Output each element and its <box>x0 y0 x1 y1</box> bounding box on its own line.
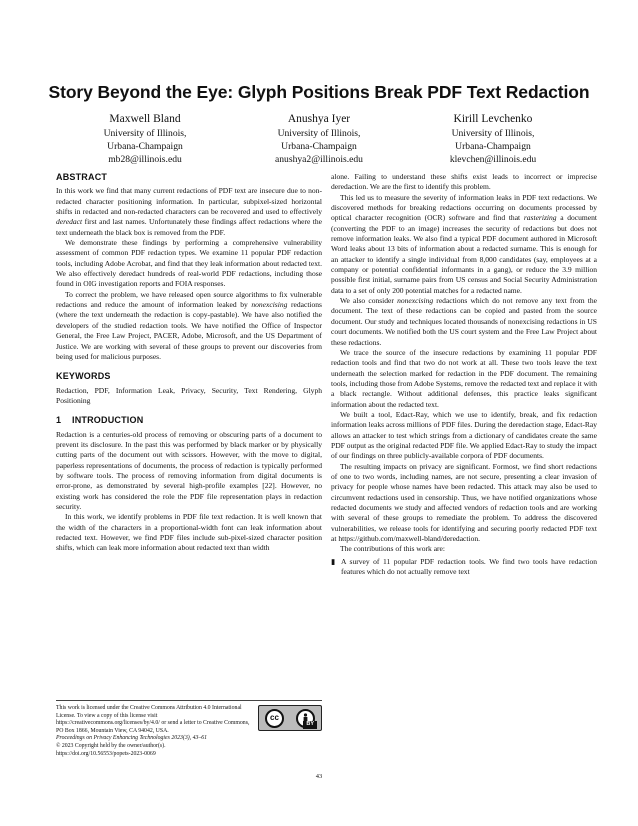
abstract-heading: ABSTRACT <box>56 172 108 182</box>
body-paragraph: alone. Failing to understand these shifts exist leads to incorrect or imprecise deredaction. We are the first to identify this problem. <box>331 172 597 192</box>
author-email: klevchen@illinois.edu <box>449 154 537 166</box>
body-paragraph: We also consider nonexcising redactions which do not remove any text from the document. The text of these redactions can be copied and pasted from the source document. Our study and techniques located thousands of nonexcising redactions in US court documents. We notified both the US court system and the Free Law Project about these redactions. <box>331 296 597 347</box>
cc-icon: cc <box>265 709 284 728</box>
abstract-paragraph: We demonstrate these findings by performing a comprehensive vulnerability assessment of common PDF redaction types. We examine 11 popular PDF redaction tools, including Adobe Acrobat, and find that they leak information about redacted text. We also effectively deredact hundreds of real-world PDF redactions, including those found in OIG investigation reports and FOIA responses. <box>56 238 322 289</box>
left-column <box>56 172 322 554</box>
author-2 <box>234 112 404 167</box>
body-paragraph: Redaction is a centuries-old process of removing or obscuring parts of a document to prevent its disclosure. In the past this was performed by black marker or by physically cutting parts of the document out with scissors. However, with the move to digital, paperless representations of documents, the process of redaction is typically performed by software tools. The process of removing information from digital documents is error-prone, as demonstrated by several high-profile examples [22]. However, no existing work has considered the role the PDF file representation plays in redaction security. <box>56 429 322 511</box>
license-text: This work is licensed under the Creative Commons Attribution 4.0 International License. To view a copy of this license visit https://creativecommons.org/licenses/by/4.0/ or send a letter to Creative Commons, PO Box 1866, Mountain View, CA 94042, USA. <box>56 705 250 734</box>
abstract-paragraph: To correct the problem, we have released open source algorithms to fix vulnerable redactions and reduce the amount of information leaked by nonexcising redactions (where the text underneath the redaction is copy-pastable). We have also notified the developers of the studied redaction tools. We have notified the Office of Inspector General, the Free Law Project, PACER, Adobe, Microsoft, and the US Department of Justice. We are working with several of these groups to prevent our discoveries from being used for malicious purposes. <box>56 289 322 361</box>
copyright-line: © 2023 Copyright held by the owner/author(s). <box>56 742 166 749</box>
author-name: Maxwell Bland <box>109 113 181 125</box>
body-paragraph: This led us to measure the severity of information leaks in PDF text redactions. We discovered methods for breaking redactions occurring on documents processed by optical character recognition (OCR) software and find that rasterizing a document (converting the PDF to an image) increases the security of redactions but does not remove information leaks. We also find a typical PDF document authored in Microsoft Word leaks about 13 bits of information about a redacted surname. This is enough for an attacker to identify a single individual from 8,000 candidates (say, employees at a company or potential confidential informants in a gang), or reduce the 3.9 million possible first initial, surname pairs from US census and Social Security Administration data to a set of only 200 potential matches for a redacted name. <box>331 192 597 295</box>
keywords-text: Redaction, PDF, Information Leak, Privacy, Security, Text Rendering, Glyph Positioning <box>56 385 322 405</box>
body-paragraph: The resulting impacts on privacy are significant. Formost, we find short redactions of one to two words, including names, are not secure, presenting a clear invasion of privacy for people whose names have been redacted. This attack may also be used to circumvent redactions used in censorship. Thus, we have notified organizations whose redacted documents we study and affected vendors of redaction tools and are working with several of these groups to remediate the problem. To address the discovered vulnerabilities, we release tools for identifying and securing poorly redacted PDF text at https://github.com/maxwell-bland/deredaction. <box>331 461 597 544</box>
author-affiliation-campus: Urbana-Champaign <box>455 141 531 153</box>
page-number: 43 <box>315 773 323 780</box>
introduction-heading: 1 INTRODUCTION <box>56 415 144 426</box>
author-block <box>60 112 578 167</box>
author-3 <box>408 112 578 167</box>
author-affiliation-campus: Urbana-Champaign <box>281 141 357 153</box>
license-footnote <box>56 700 322 758</box>
author-name: Anushya Iyer <box>287 113 351 125</box>
author-name: Kirill Levchenko <box>453 113 533 125</box>
bullet-icon: ▮ <box>331 556 336 566</box>
abstract-paragraph: In this work we find that many current redactions of PDF text are insecure due to non-redacted character positioning information. In particular, subpixel-sized horizontal shifts in redacted and non-redacted characters can be recovered and used to effectively deredact first and last names. Unfortunately these findings affect redactions where the text underneath the black box is removed from the PDF. <box>56 186 322 237</box>
author-affiliation: University of Illinois, <box>451 128 535 139</box>
doi-link[interactable]: https://doi.org/10.56553/popets-2023-0069 <box>56 750 156 757</box>
cc-by-license-badge <box>258 705 322 731</box>
body-paragraph: We built a tool, Edact-Ray, which we use to identify, break, and fix redaction information leaks across millions of PDF files. During the deredaction stage, Edact-Ray allows an attacker to test which strings from a dictionary of candidates create the same PDF output as the original redacted PDF file. We applied Edact-Ray to study the impact of our findings on three publicly-available corpora of PDF documents. <box>331 409 597 461</box>
body-paragraph: In this work, we identify problems in PDF file text redaction. It is well known that the width of the characters in a proportional-width font can leak information about redacted text. However, we find PDF files include sub-pixel-sized character position shifts, which can leak more information about redacted text than width <box>56 512 322 553</box>
right-column <box>331 172 597 577</box>
keywords-heading: KEYWORDS <box>56 371 111 382</box>
author-1 <box>60 112 230 167</box>
by-label: BY <box>303 721 317 729</box>
author-affiliation: University of Illinois, <box>277 128 361 139</box>
paper-title: Story Beyond the Eye: Glyph Positions Break PDF Text Redaction <box>48 82 590 102</box>
body-paragraph: We trace the source of the insecure redactions by examining 11 popular PDF redaction tools and find that two do not work at all. These two tools leave the text underneath the selection marked for redaction in the PDF document. The remaining tools, including those from Adobe Systems, remove the redacted text and replace it with a black rectangle. Without additional defenses, this practice leaks significant information about the redacted text. <box>331 347 597 409</box>
author-affiliation: University of Illinois, <box>103 128 187 139</box>
contribution-list-item: ▮ A survey of 11 popular PDF redaction tools. We find two tools have redaction features which do not actually remove text <box>331 556 597 577</box>
author-email: mb28@illinois.edu <box>108 154 182 166</box>
proceedings-line: Proceedings on Privacy Enhancing Technologies 2023(3), 43–61 <box>56 735 208 742</box>
body-paragraph: The contributions of this work are: <box>340 544 446 554</box>
author-affiliation-campus: Urbana-Champaign <box>107 141 183 153</box>
author-email: anushya2@illinois.edu <box>275 154 363 166</box>
